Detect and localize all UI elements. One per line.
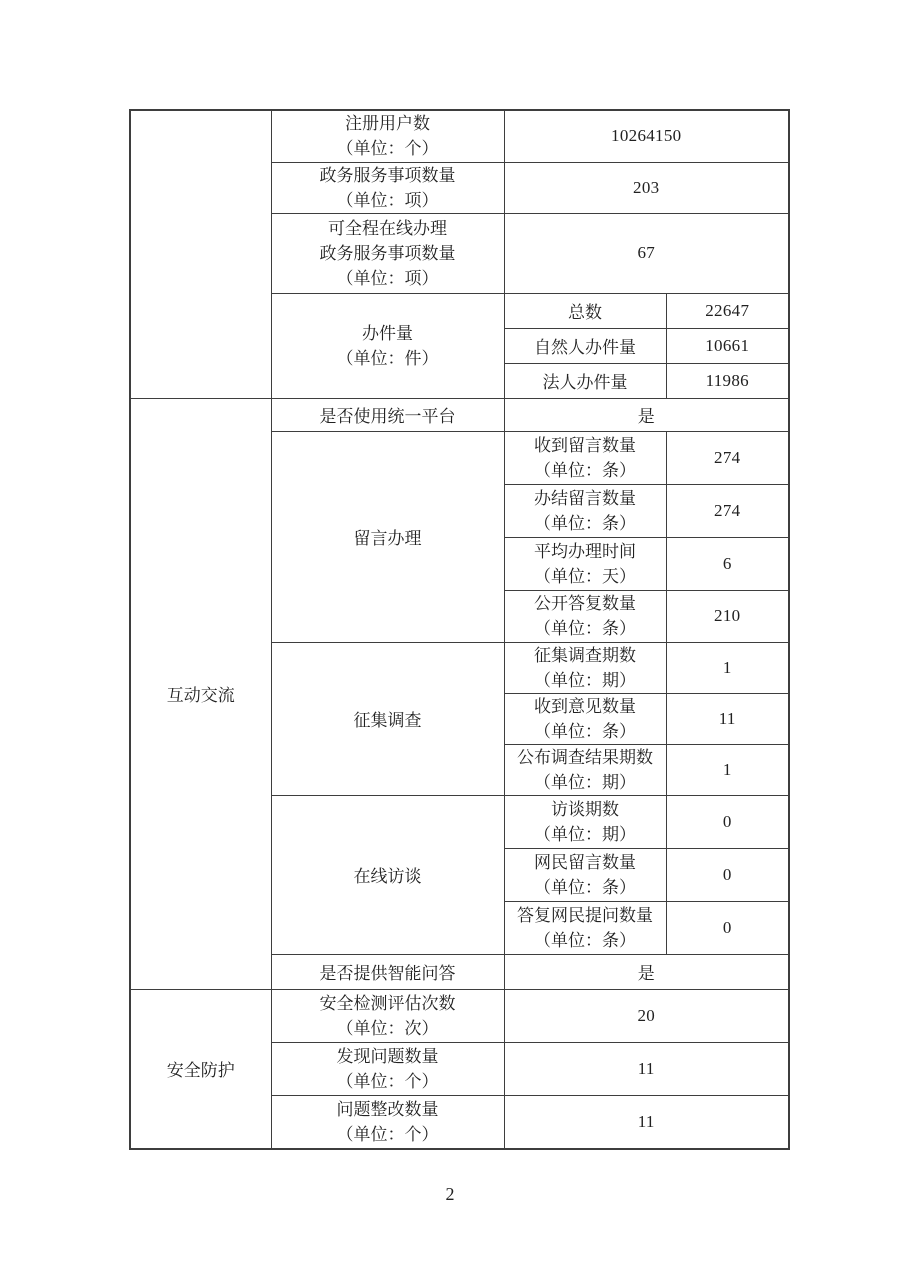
service-items-value: 203 <box>504 162 789 213</box>
case-volume-unit: （单位：件） <box>336 348 439 368</box>
registered-users-label-cell <box>271 110 504 162</box>
problems-rectified-label: 问题整改数量 <box>336 1099 439 1119</box>
service-items-label: 政务服务事项数量 <box>319 165 456 185</box>
message-handling-label-cell: 留言办理 <box>271 431 504 642</box>
public-replies-label-cell <box>504 590 666 642</box>
full-online-items-label-line2: 政务服务事项数量 <box>319 243 456 263</box>
problems-found-label: 发现问题数量 <box>336 1046 439 1066</box>
questions-answered-unit: （单位：条） <box>534 930 636 950</box>
problems-found-value: 11 <box>504 1042 789 1095</box>
assessments-label-cell <box>271 989 504 1042</box>
survey-label-cell: 征集调查 <box>271 642 504 795</box>
public-replies-value: 210 <box>666 590 789 642</box>
netizen-messages-unit: （单位：条） <box>534 877 636 897</box>
interview-periods-unit: （单位：期） <box>534 824 636 844</box>
group-cell-blank <box>130 110 271 398</box>
survey-periods-unit: （单位：期） <box>534 670 636 690</box>
questions-answered-label: 答复网民提问数量 <box>517 905 653 925</box>
unified-platform-label: 是否使用统一平台 <box>271 398 504 431</box>
avg-handle-time-label-cell <box>504 537 666 590</box>
assessments-label: 安全检测评估次数 <box>319 993 456 1013</box>
registered-users-value: 10264150 <box>504 110 789 162</box>
assessments-value: 20 <box>504 989 789 1042</box>
results-published-value: 1 <box>666 744 789 795</box>
case-volume-label-cell <box>271 293 504 398</box>
full-online-items-label-line1: 可全程在线办理 <box>328 218 447 238</box>
full-online-items-label-cell <box>271 213 504 293</box>
problems-rectified-label-cell <box>271 1095 504 1149</box>
public-replies-unit: （单位：条） <box>534 619 636 638</box>
online-interview-label-cell: 在线访谈 <box>271 795 504 954</box>
case-legal-label: 法人办件量 <box>504 363 666 398</box>
table-row <box>130 398 789 431</box>
messages-received-label-cell <box>504 431 666 484</box>
case-total-value: 22647 <box>666 293 789 328</box>
avg-handle-time-value: 6 <box>666 537 789 590</box>
netizen-messages-label-cell <box>504 848 666 901</box>
problems-found-label-cell <box>271 1042 504 1095</box>
problems-rectified-value: 11 <box>504 1095 789 1149</box>
case-total-label: 总数 <box>504 293 666 328</box>
netizen-messages-value: 0 <box>666 848 789 901</box>
table-row <box>130 989 789 1042</box>
table-row <box>130 110 789 162</box>
messages-resolved-unit: （单位：条） <box>534 513 636 533</box>
annual-report-table <box>129 109 790 1150</box>
smart-qa-value: 是 <box>504 954 789 989</box>
full-online-items-unit: （单位：项） <box>336 268 439 288</box>
group-cell-interaction: 互动交流 <box>130 398 271 989</box>
messages-resolved-label: 办结留言数量 <box>534 488 636 508</box>
questions-answered-label-cell <box>504 901 666 954</box>
opinions-received-value: 11 <box>666 693 789 744</box>
opinions-received-unit: （单位：条） <box>534 721 636 741</box>
full-online-items-value: 67 <box>504 213 789 293</box>
smart-qa-label: 是否提供智能问答 <box>271 954 504 989</box>
problems-rectified-unit: （单位：个） <box>336 1124 439 1144</box>
netizen-messages-label: 网民留言数量 <box>534 852 636 872</box>
interview-periods-label: 访谈期数 <box>551 799 619 819</box>
opinions-received-label-cell <box>504 693 666 744</box>
avg-handle-time-unit: （单位：天） <box>534 566 636 586</box>
public-replies-label: 公开答复数量 <box>534 594 636 613</box>
messages-resolved-value: 274 <box>666 484 789 537</box>
problems-found-unit: （单位：个） <box>336 1071 439 1091</box>
survey-periods-value: 1 <box>666 642 789 693</box>
avg-handle-time-label: 平均办理时间 <box>534 541 636 561</box>
opinions-received-label: 收到意见数量 <box>534 696 636 716</box>
registered-users-unit: （单位：个） <box>336 139 439 159</box>
interview-periods-label-cell <box>504 795 666 848</box>
messages-received-label: 收到留言数量 <box>534 435 636 455</box>
assessments-unit: （单位：次） <box>336 1018 439 1038</box>
unified-platform-value: 是 <box>504 398 789 431</box>
group-cell-security: 安全防护 <box>130 989 271 1149</box>
messages-received-value: 274 <box>666 431 789 484</box>
service-items-unit: （单位：项） <box>336 190 439 210</box>
results-published-label: 公布调查结果期数 <box>517 747 653 767</box>
results-published-label-cell <box>504 744 666 795</box>
questions-answered-value: 0 <box>666 901 789 954</box>
survey-periods-label: 征集调查期数 <box>534 645 636 665</box>
case-natural-value: 10661 <box>666 328 789 363</box>
case-legal-value: 11986 <box>666 363 789 398</box>
interview-periods-value: 0 <box>666 795 789 848</box>
page-number: 2 <box>445 1184 455 1204</box>
results-published-unit: （单位：期） <box>534 772 636 792</box>
messages-received-unit: （单位：条） <box>534 460 636 480</box>
service-items-label-cell <box>271 162 504 213</box>
registered-users-label: 注册用户数 <box>345 114 430 134</box>
case-natural-label: 自然人办件量 <box>504 328 666 363</box>
messages-resolved-label-cell <box>504 484 666 537</box>
case-volume-label: 办件量 <box>362 323 413 343</box>
survey-periods-label-cell <box>504 642 666 693</box>
